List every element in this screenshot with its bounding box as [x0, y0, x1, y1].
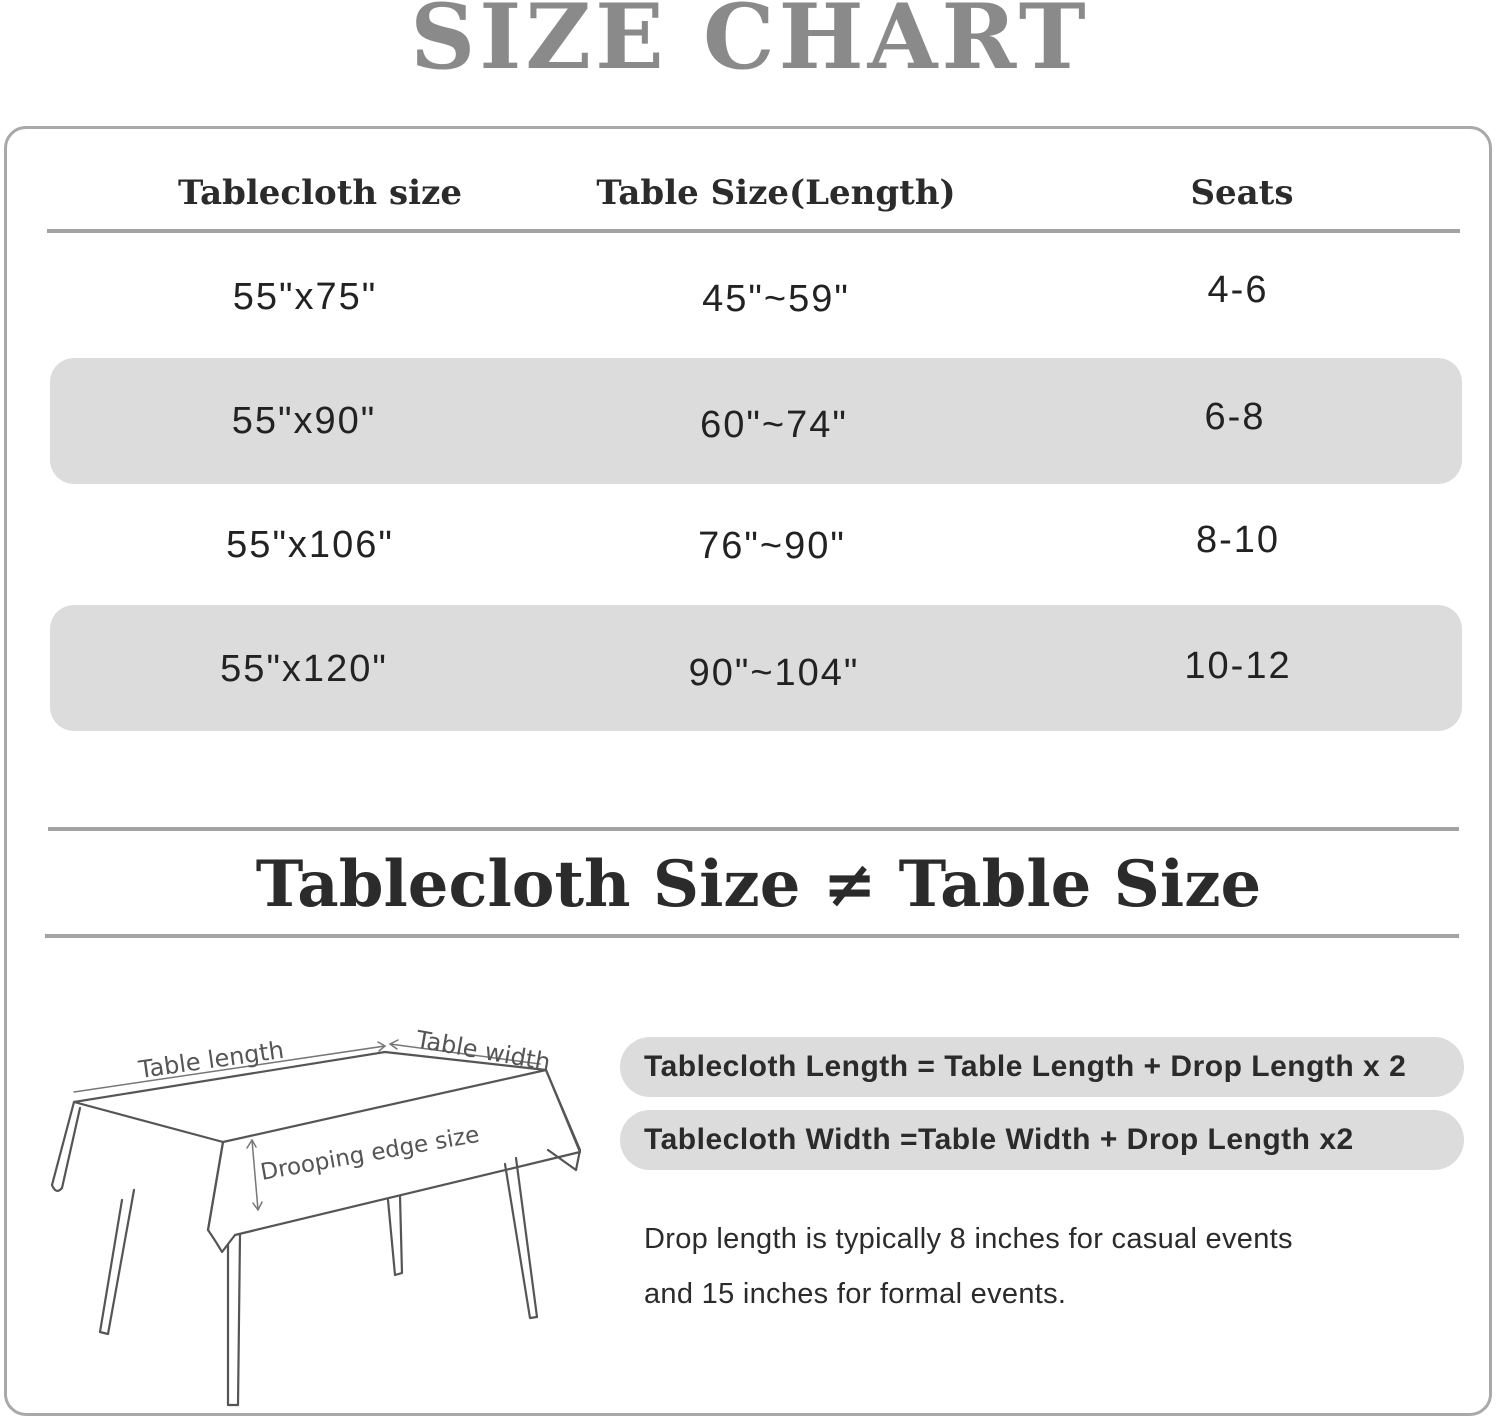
- formula-length: Tablecloth Length = Table Length + Drop Length x 2: [620, 1037, 1464, 1097]
- table-cell: 55"x75": [232, 276, 378, 318]
- table-illustration-icon: [40, 1020, 600, 1420]
- note-line-2: and 15 inches for formal events.: [644, 1278, 1067, 1310]
- table-cell: 90"~104": [688, 652, 860, 694]
- section-divider-top: [48, 827, 1459, 831]
- header-seats: Seats: [1190, 173, 1294, 213]
- header-table-size: Table Size(Length): [596, 173, 956, 213]
- table-cell: 55"x90": [231, 400, 377, 442]
- table-cell: 8-10: [1195, 519, 1281, 561]
- table-cell: 6-8: [1204, 396, 1266, 438]
- note-line-1: Drop length is typically 8 inches for casual events: [644, 1223, 1293, 1255]
- formula-width: Tablecloth Width =Table Width + Drop Length x2: [620, 1110, 1464, 1170]
- table-cell: 60"~74": [700, 404, 848, 446]
- table-cell: 55"x120": [220, 648, 388, 690]
- table-cell: 10-12: [1184, 645, 1292, 687]
- label-table-length: Table length: [136, 1035, 286, 1084]
- table-cell: 55"x106": [226, 524, 394, 566]
- table-cell: 76"~90": [698, 525, 846, 567]
- table-cell: 45"~59": [702, 278, 850, 320]
- section-heading: Tablecloth Size ≠ Table Size: [255, 847, 1262, 922]
- section-divider-bottom: [45, 934, 1459, 938]
- header-tablecloth-size: Tablecloth size: [178, 173, 462, 213]
- table-cell: 4-6: [1207, 269, 1269, 311]
- page-title: SIZE CHART: [410, 0, 1090, 90]
- label-drooping-edge: Drooping edge size: [258, 1121, 482, 1186]
- header-divider: [47, 229, 1460, 233]
- label-table-width: Table width: [413, 1025, 553, 1077]
